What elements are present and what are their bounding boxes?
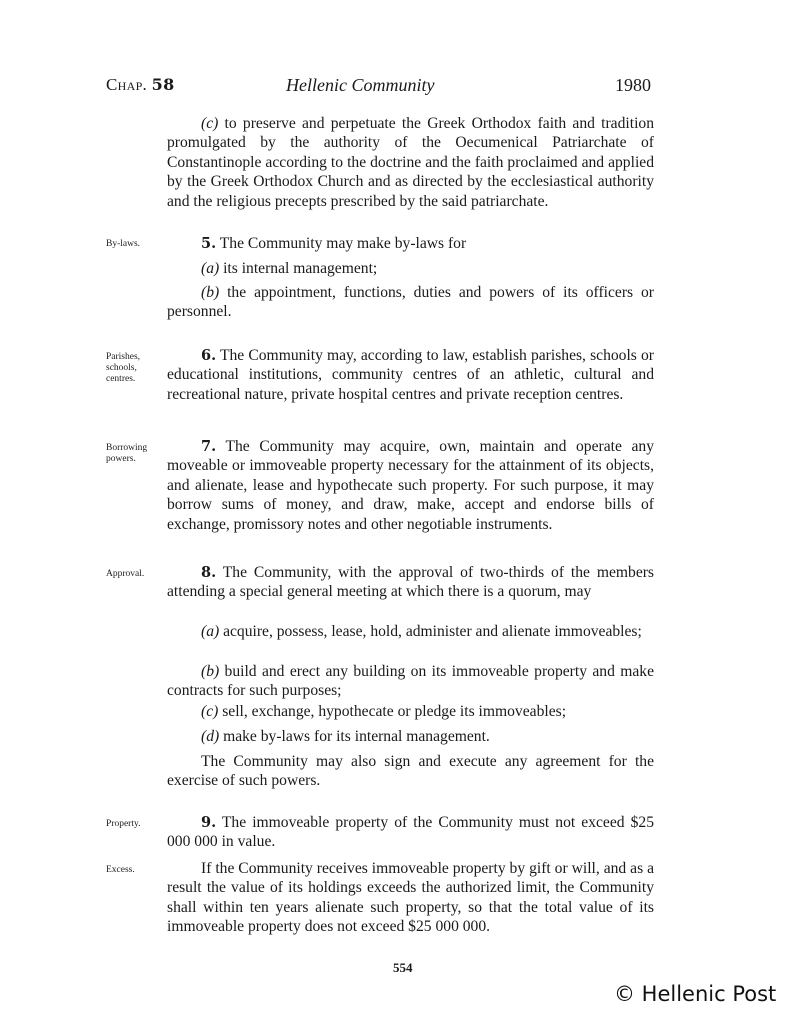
margin-note-parishes: Parishes, schools, centres. bbox=[106, 352, 141, 384]
section-5-item-b bbox=[167, 283, 654, 322]
item-text: build and erect any building on its immoveable property and make contracts for such purposes; bbox=[167, 663, 654, 700]
margin-note-borrowing-powers: Borrowing powers. bbox=[106, 443, 148, 464]
chapter-number: 58 bbox=[151, 75, 175, 94]
act-title: Hellenic Community bbox=[286, 75, 435, 95]
chapter-label bbox=[106, 75, 175, 95]
section-text: The Community may acquire, own, maintain and operate any moveable or immoveable property necessary for the attainment of its objects, and alienate, lease and hypothecate such property. For such purpose, it may borrow sums of money, and draw, make, accept and endorse bills of exchange, promissory notes and other negotiable instruments. bbox=[167, 438, 654, 533]
section-text: The immoveable property of the Community must not exceed $25 000 000 in value. bbox=[167, 814, 654, 851]
section-8 bbox=[167, 563, 654, 602]
item-text: sell, exchange, hypothecate or pledge its immoveables; bbox=[218, 703, 567, 720]
item-label: (b) bbox=[201, 284, 220, 301]
section-number: 5. bbox=[201, 235, 217, 252]
item-label: (a) bbox=[201, 260, 220, 277]
section-8-item-b bbox=[167, 662, 654, 701]
section-number: 6. bbox=[201, 347, 217, 364]
item-text: acquire, possess, lease, hold, administer and alienate immoveables; bbox=[219, 623, 642, 640]
section-number: 8. bbox=[201, 564, 217, 581]
chapter-label-text: Chap. bbox=[106, 75, 148, 94]
section-text: The Community, with the approval of two-thirds of the members attending a special general meeting at which there is a quorum, may bbox=[167, 564, 654, 601]
margin-note-excess: Excess. bbox=[106, 865, 135, 875]
section-text: The Community may make by-laws for bbox=[216, 235, 467, 252]
section-9-excess: If the Community receives immoveable property by gift or will, and as a result the value of its holdings exceeds the authorized limit, the Community shall within ten years alienate such property, so that the total value of its immoveable property does not exceed $25 000 000. bbox=[167, 860, 654, 936]
item-label: (a) bbox=[201, 623, 220, 640]
running-header bbox=[106, 75, 651, 99]
item-label: (c) bbox=[201, 703, 219, 720]
item-text: its internal management; bbox=[219, 260, 378, 277]
section-9 bbox=[167, 813, 654, 852]
year: 1980 bbox=[615, 75, 651, 95]
section-8-item-a bbox=[167, 622, 654, 641]
section-number: 7. bbox=[201, 438, 217, 455]
section-number: 9. bbox=[201, 814, 217, 831]
item-text: the appointment, functions, duties and powers of its officers or personnel. bbox=[167, 284, 654, 321]
section-8-closing: The Community may also sign and execute any agreement for the exercise of such powers. bbox=[167, 753, 654, 790]
item-label: (d) bbox=[201, 728, 220, 745]
margin-note-by-laws: By-laws. bbox=[106, 239, 141, 249]
section-8-item-c bbox=[167, 702, 654, 721]
margin-note-approval: Approval. bbox=[106, 569, 145, 579]
clause-label: (c) bbox=[201, 115, 219, 132]
section-7 bbox=[167, 437, 654, 534]
copyright-watermark: © Hellenic Post bbox=[614, 982, 777, 1006]
section-5-item-a bbox=[167, 259, 654, 278]
page-number: 554 bbox=[393, 960, 413, 975]
section-6 bbox=[167, 346, 654, 404]
section-text: The Community may, according to law, establish parishes, schools or educational institutions, community centres of an athletic, cultural and recreational nature, private hospital centres and private reception centres. bbox=[167, 347, 654, 403]
margin-note-property: Property. bbox=[106, 819, 141, 829]
clause-text: to preserve and perpetuate the Greek Orthodox faith and tradition promulgated by the authority of the Oecumenical Patriarchate of Constantinople according to the doctrine and the faith proclaimed and applied by the Greek Orthodox Church and as directed by the ecclesiastical authority and the religious precepts prescribed by the said patriarchate. bbox=[167, 115, 654, 210]
item-text: make by-laws for its internal management. bbox=[219, 728, 490, 745]
clause-c-preserve-faith bbox=[167, 114, 654, 211]
item-label: (b) bbox=[201, 663, 220, 680]
section-5 bbox=[167, 234, 654, 253]
section-8-item-d bbox=[167, 727, 654, 746]
